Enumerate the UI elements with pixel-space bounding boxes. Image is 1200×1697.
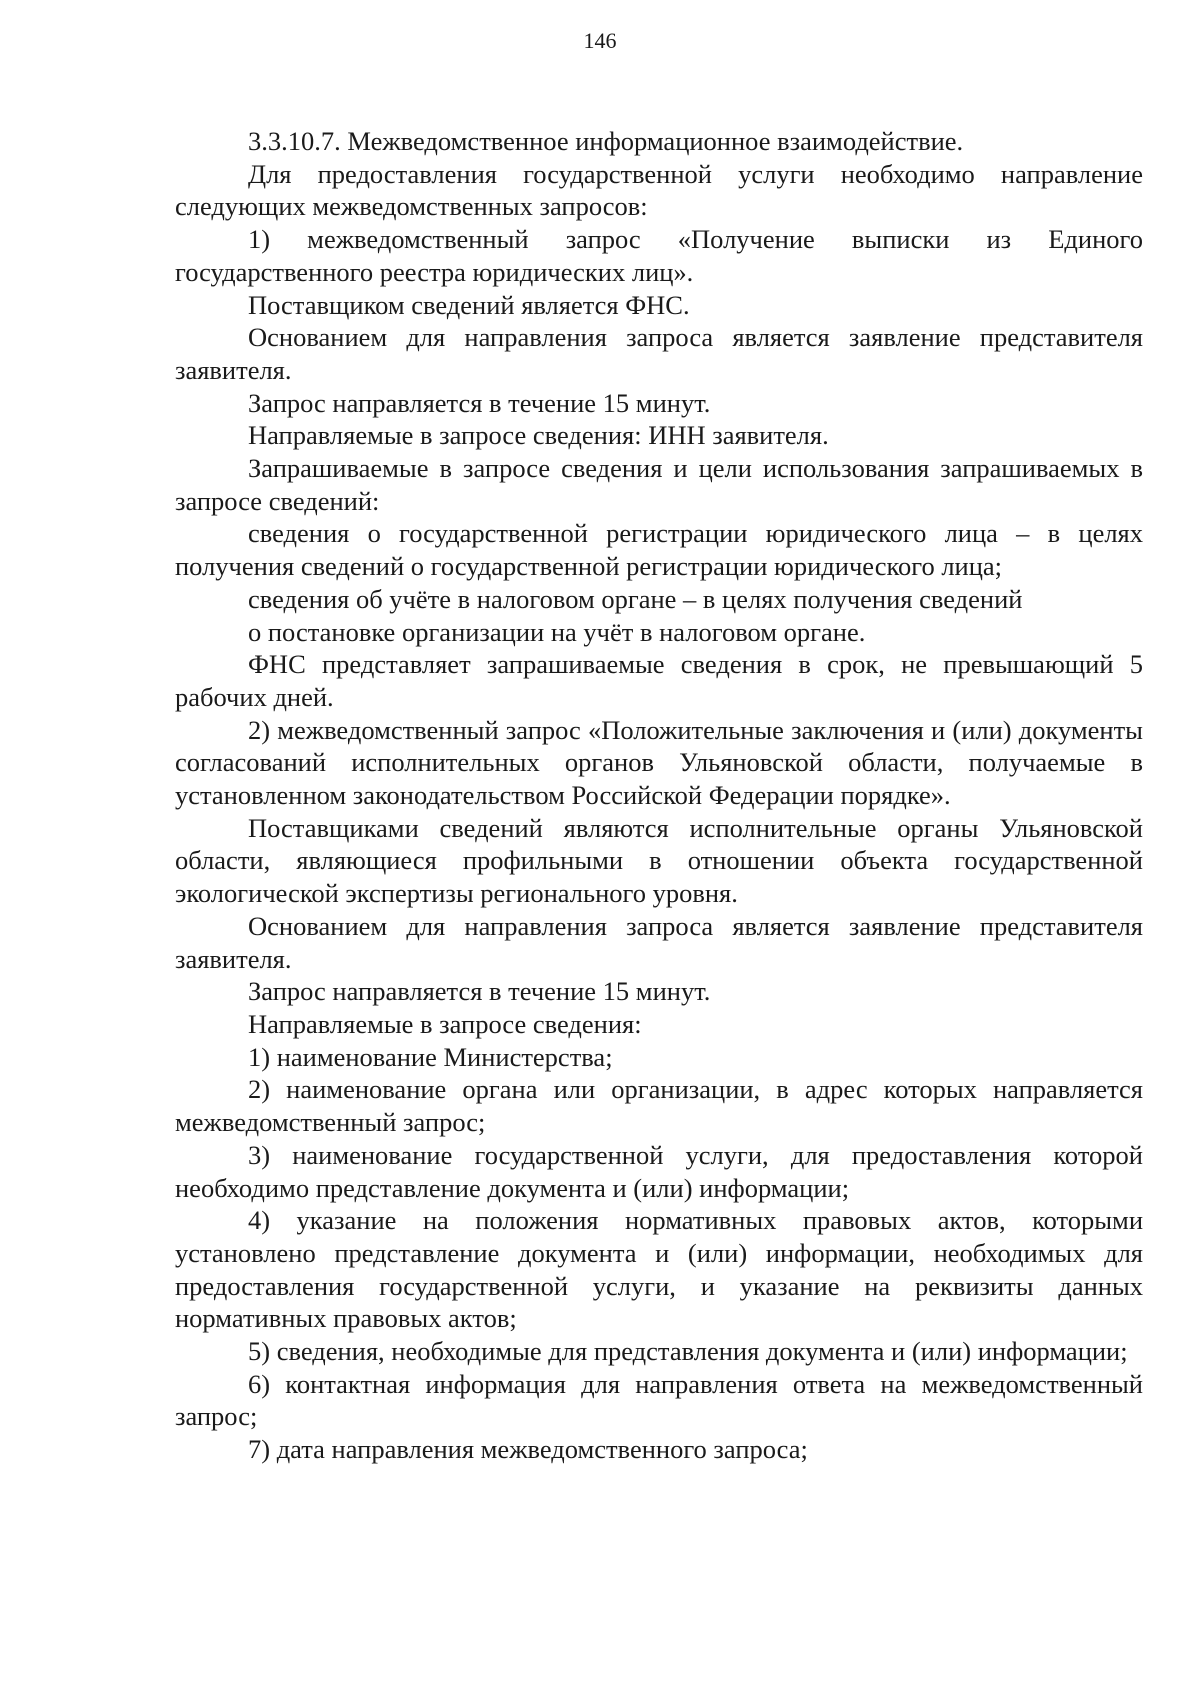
list-item: 4) указание на положения нормативных правовых актов, которыми установлено представление документа и (или) информации, необходимых для предоставления государственной услуги, и указание на реквизиты данных нормативных правовых актов; — [175, 1205, 1143, 1334]
document-body — [175, 125, 1143, 1466]
list-item: 7) дата направления межведомственного запроса; — [248, 1434, 808, 1465]
paragraph: Поставщиками сведений являются исполнительные органы Ульяновской области, являющиеся профильными в отношении объекта государственной экологической экспертизы регионального уровня. — [175, 812, 1143, 909]
list-item: 1) межведомственный запрос «Получение выписки из Единого государственного реестра юридических лиц». — [175, 224, 1143, 287]
list-item: 5) сведения, необходимые для представления документа и (или) информации; — [248, 1336, 1128, 1367]
paragraph: Для предоставления государственной услуги необходимо направление следующих межведомственных запросов: — [175, 158, 1143, 222]
paragraph: Запрос направляется в течение 15 минут. — [248, 387, 711, 418]
paragraph: ФНС представляет запрашиваемые сведения в срок, не превышающий 5 рабочих дней. — [175, 649, 1143, 712]
paragraph: Основанием для направления запроса является заявление представителя заявителя. — [175, 910, 1143, 974]
paragraph: Запрос направляется в течение 15 минут. — [248, 976, 711, 1007]
list-item: 1) наименование Министерства; — [248, 1041, 613, 1072]
page-number: 146 — [583, 28, 617, 53]
paragraph: Направляемые в запросе сведения: — [248, 1008, 642, 1039]
list-item: 3) наименование государственной услуги, для предоставления которой необходимо представление документа и (или) информации; — [175, 1139, 1143, 1203]
paragraph: Основанием для направления запроса является заявление представителя заявителя. — [175, 322, 1143, 385]
list-item: 2) межведомственный запрос «Положительные заключения и (или) документы согласований исполнительных органов Ульяновской области, получаемые в установленном законодательством Российской Федерации порядке». — [175, 714, 1143, 811]
paragraph: Запрашиваемые в запросе сведения и цели использования запрашиваемых в запросе сведений: — [175, 453, 1143, 516]
section-heading: 3.3.10.7. Межведомственное информационное взаимодействие. — [248, 126, 964, 156]
paragraph: о постановке организации на учёт в налоговом органе. — [248, 616, 866, 647]
list-item: 2) наименование органа или организации, в адрес которых направляется межведомственный запрос; — [175, 1074, 1143, 1138]
paragraph: Поставщиком сведений является ФНС. — [248, 289, 690, 320]
paragraph: сведения об учёте в налоговом органе – в целях получения сведений — [248, 583, 1023, 614]
list-item: 6) контактная информация для направления ответа на межведомственный запрос; — [175, 1368, 1143, 1432]
paragraph: сведения о государственной регистрации юридического лица – в целях получения сведений о государственной регистрации юридического лица; — [175, 518, 1143, 582]
paragraph: Направляемые в запросе сведения: ИНН заявителя. — [248, 420, 829, 451]
